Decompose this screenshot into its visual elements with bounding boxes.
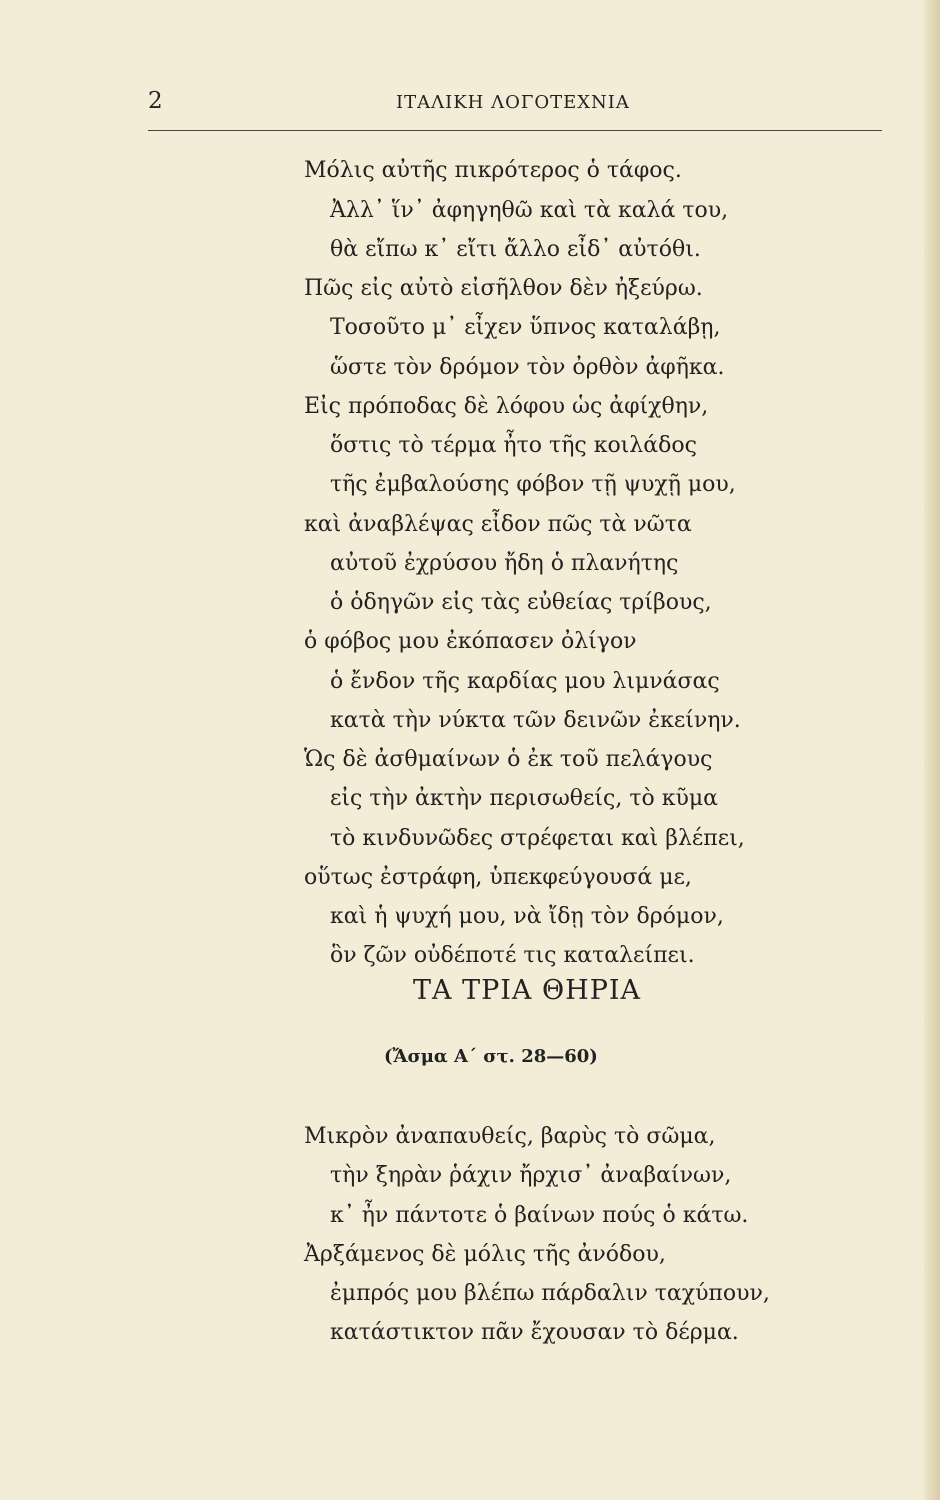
verse-line: ὥστε τὸν δρόμον τὸν ὀρθὸν ἀφῆκα.	[330, 355, 725, 380]
verse-line: ὅστις τὸ τέρμα ἦτο τῆς κοιλάδος	[330, 433, 697, 458]
verse-line: τὴν ξηρὰν ῥάχιν ἤρχισ᾿ ἀναβαίνων,	[330, 1163, 732, 1188]
section-reference: (Ἄσμα Α΄ στ. 28—60)	[384, 1046, 598, 1067]
verse-line: Ἀρξάμενος δὲ μόλις τῆς ἀνόδου,	[304, 1242, 666, 1267]
verse-line: ὁ ἔνδον τῆς καρδίας μου λιμνάσας	[330, 669, 720, 694]
running-title: ΙΤΑΛΙΚΗ ΛΟΓΟΤΕΧΝΙΑ	[396, 92, 630, 113]
verse-line: Ὡς δὲ ἀσθμαίνων ὁ ἐκ τοῦ πελάγους	[304, 747, 713, 772]
verse-line: Μόλις αὐτῆς πικρότερος ὁ τάφος.	[304, 158, 682, 183]
verse-line: Εἰς πρόποδας δὲ λόφου ὡς ἀφίχθην,	[304, 394, 709, 419]
verse-line: Πῶς εἰς αὐτὸ εἰσῆλθον δὲν ἠξεύρω.	[304, 276, 703, 301]
verse-line: αὐτοῦ ἐχρύσου ἤδη ὁ πλανήτης	[330, 551, 679, 576]
page-number: 2	[148, 88, 163, 114]
verse-line: Τοσοῦτο μ᾿ εἶχεν ὕπνος καταλάβῃ,	[330, 315, 721, 340]
verse-line: κατάστικτον πᾶν ἔχουσαν τὸ δέρμα.	[330, 1320, 739, 1345]
page-edge	[924, 0, 940, 1500]
verse-line: καὶ ἀναβλέψας εἶδον πῶς τὰ νῶτα	[304, 512, 692, 537]
verse-line: θὰ εἴπω κ᾿ εἴτι ἄλλο εἶδ᾿ αὐτόθι.	[330, 237, 701, 262]
verse-line: Μικρὸν ἀναπαυθείς, βαρὺς τὸ σῶμα,	[304, 1124, 716, 1149]
verse-line: εἰς τὴν ἀκτὴν περισωθείς, τὸ κῦμα	[330, 786, 719, 811]
page-header	[0, 0, 940, 140]
verse-line: κατὰ τὴν νύκτα τῶν δεινῶν ἐκείνην.	[330, 708, 741, 733]
verse-line: Ἀλλ᾿ ἵν᾿ ἀφηγηθῶ καὶ τὰ καλά του,	[330, 198, 729, 223]
verse-line: τὸ κινδυνῶδες στρέφεται καὶ βλέπει,	[330, 826, 745, 851]
verse-line: τῆς ἐμβαλούσης φόβον τῇ ψυχῇ μου,	[330, 472, 736, 497]
verse-line: οὕτως ἐστράφη, ὑπεκφεύγουσά με,	[304, 865, 692, 890]
header-rule	[148, 130, 882, 131]
section-title: ΤΑ ΤΡΙΑ ΘΗΡΙΑ	[413, 975, 642, 1006]
verse-line: ὃν ζῶν οὐδέποτέ τις καταλείπει.	[330, 943, 695, 968]
verse-line: καὶ ἡ ψυχή μου, νὰ ἴδῃ τὸν δρόμον,	[330, 904, 724, 929]
verse-line: ὁ ὁδηγῶν εἰς τὰς εὐθείας τρίβους,	[330, 590, 712, 615]
verse-line: ὁ φόβος μου ἐκόπασεν ὀλίγον	[304, 629, 637, 654]
verse-line: ἐμπρός μου βλέπω πάρδαλιν ταχύπουν,	[330, 1281, 770, 1306]
verse-line: κ᾿ ἦν πάντοτε ὁ βαίνων πούς ὁ κάτω.	[330, 1203, 749, 1228]
